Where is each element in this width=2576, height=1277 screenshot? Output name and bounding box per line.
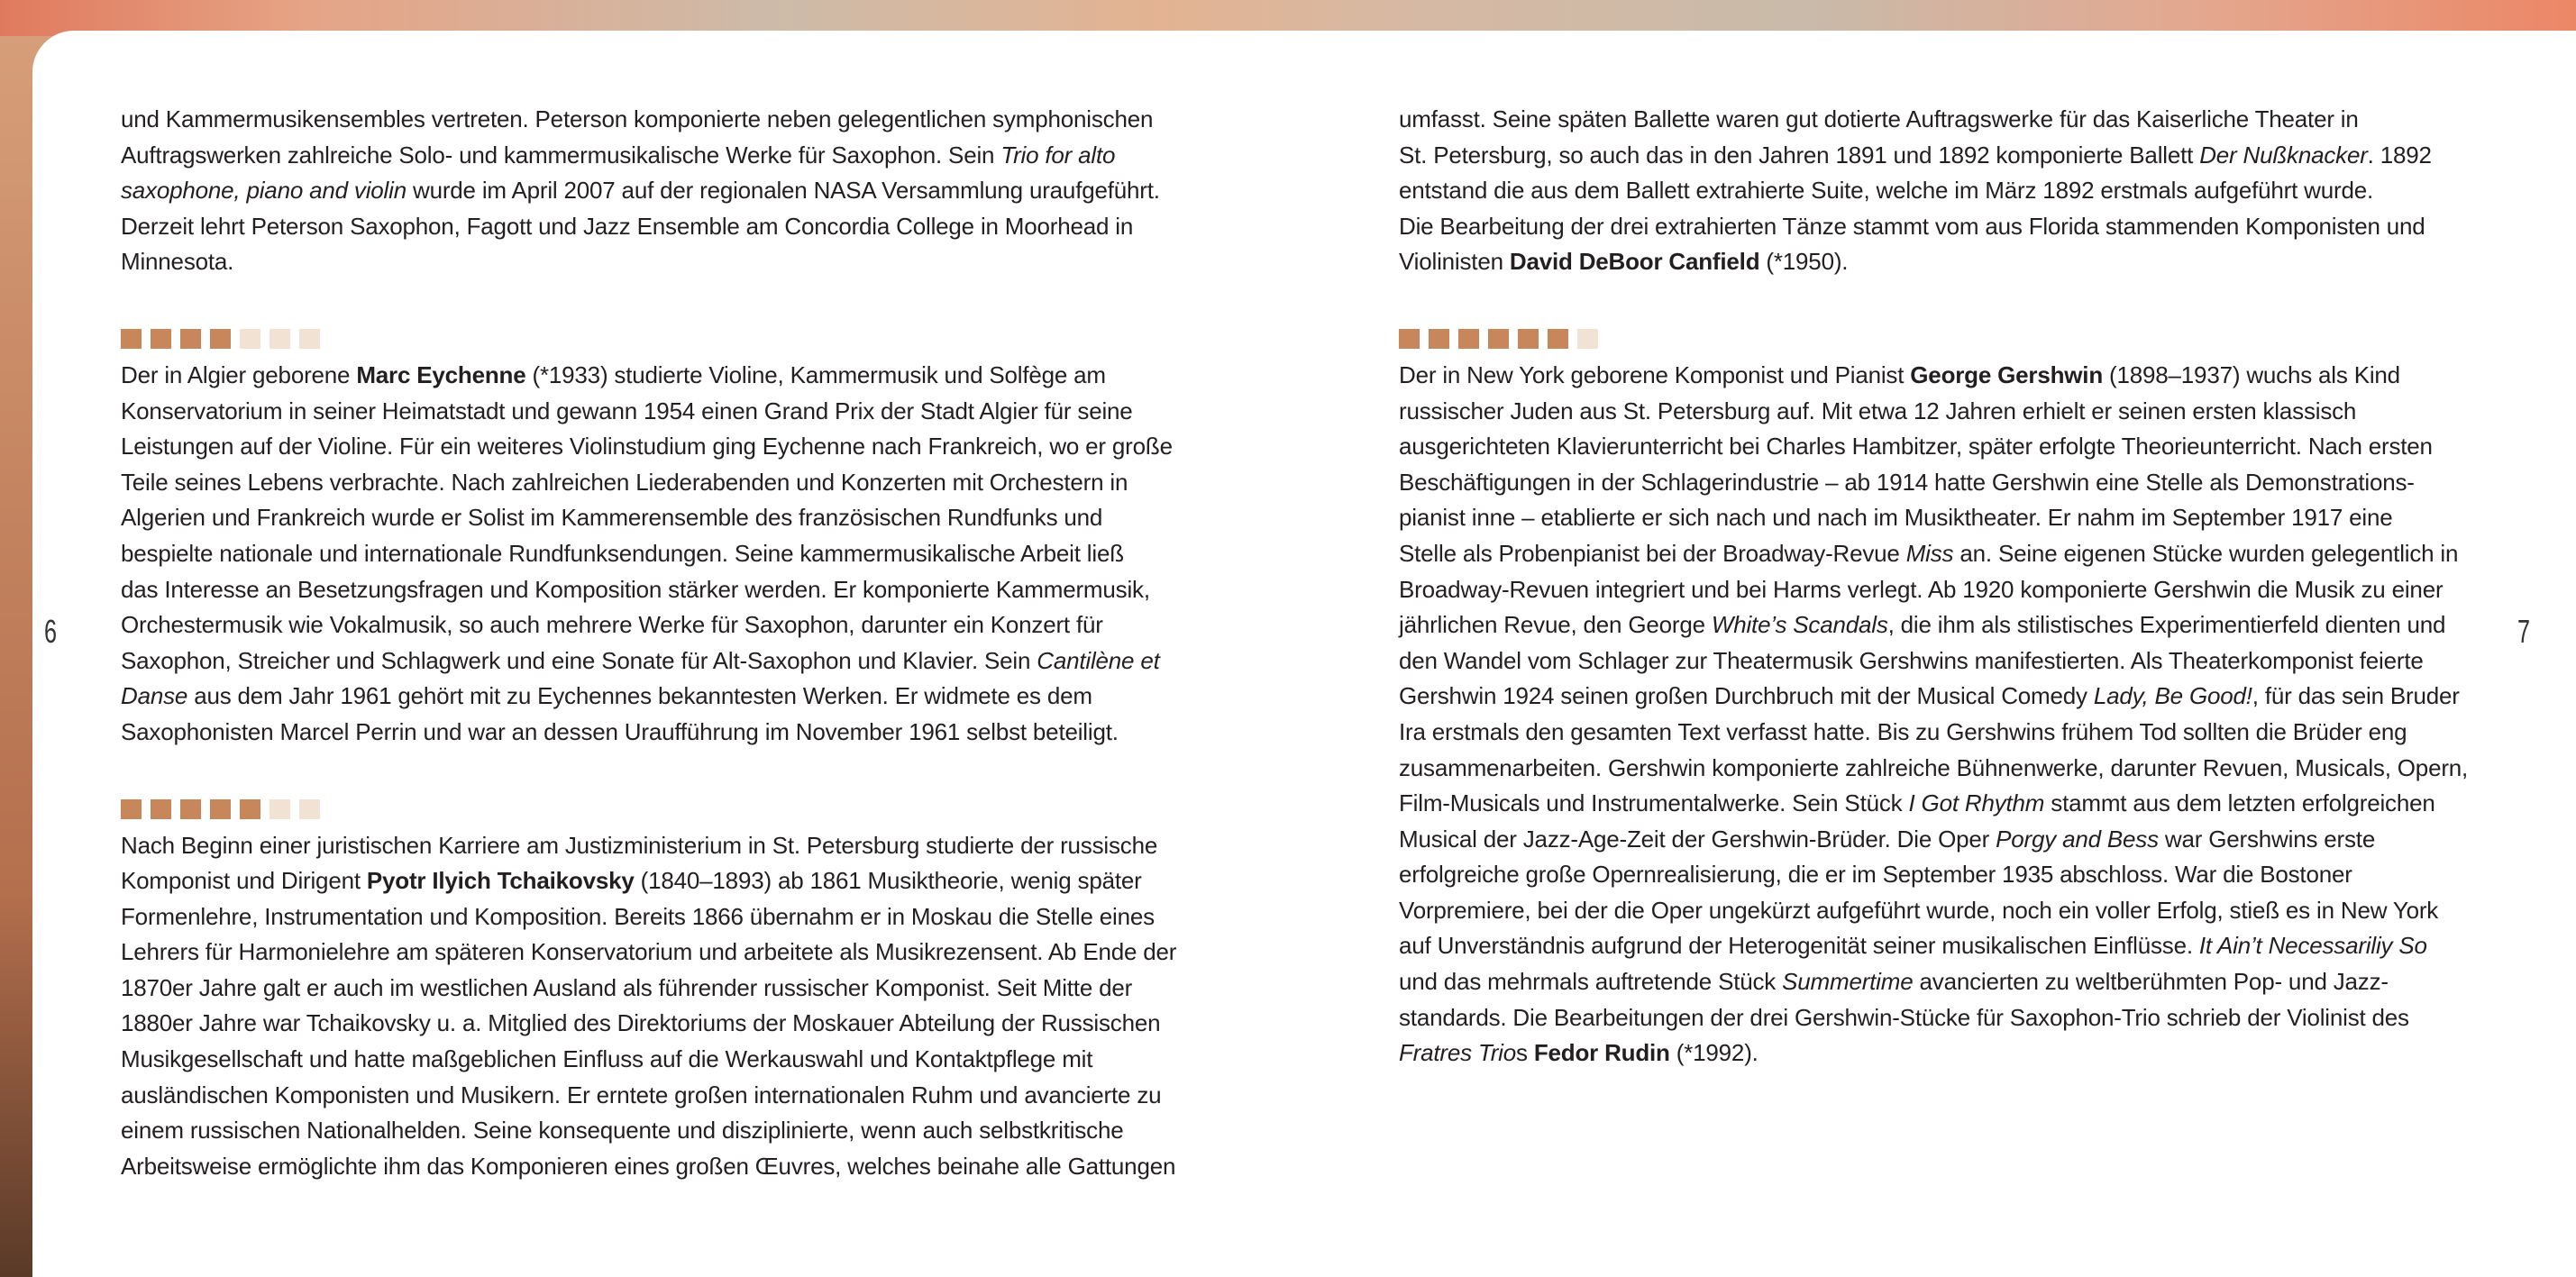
text-line — [1399, 209, 2507, 245]
text-line — [121, 971, 1202, 1007]
text: Lehrers für Harmonielehre am späteren Konservatorium und arbeitete als Musikrezensent. Ab Ende der — [121, 938, 1177, 966]
text-line — [121, 358, 1202, 394]
text-line — [121, 1042, 1202, 1078]
text: (1898–1937) wuchs als Kind — [2103, 360, 2400, 388]
text: . 1892 — [2367, 141, 2432, 169]
text-line — [121, 1006, 1202, 1042]
text-line — [1399, 679, 2507, 715]
text-line — [1399, 607, 2507, 643]
paragraph-nutcracker — [1399, 102, 2507, 280]
text-line — [121, 935, 1202, 971]
text-line — [121, 1149, 1202, 1185]
text: , die ihm als stilistisches Experimentierfeld dienten und — [1887, 611, 2446, 639]
text-line — [121, 679, 1202, 715]
divider-square-filled — [210, 799, 231, 819]
text-line — [121, 863, 1202, 899]
text: Formenlehre, Instrumentation und Komposition. Bereits 1866 übernahm er in Moskau die Stelle eines — [121, 902, 1155, 930]
work-title: saxophone, piano and violin — [121, 177, 406, 205]
divider-square-filled — [240, 799, 260, 819]
text: Musical der Jazz-Age-Zeit der Gershwin-Brüder. Die Oper — [1399, 825, 1996, 853]
text-line — [121, 643, 1202, 680]
page-number-right: 7 — [2517, 613, 2531, 650]
divider-square-filled — [1399, 329, 1420, 349]
divider-square-light — [240, 329, 260, 349]
text-line — [1399, 786, 2507, 822]
text: war Gershwins erste — [2158, 825, 2376, 853]
text: Konservatorium in seiner Heimatstadt und gewann 1954 einen Grand Prix der Stadt Algier für seine — [121, 397, 1133, 424]
text: Die Bearbeitung der drei extrahierten Tänze stammt vom aus Florida stammenden Komponisten und — [1399, 212, 2425, 240]
text: (*1950). — [1759, 248, 1849, 276]
text: Orchestermusik wie Vokalmusik, so auch mehrere Werke für Saxophon, darunter ein Konzert für — [121, 611, 1103, 639]
text: Nach Beginn einer juristischen Karriere am Justizministerium in St. Petersburg studierte der russische — [121, 831, 1158, 859]
text: Violinisten — [1399, 248, 1510, 276]
section-divider-squares — [121, 329, 1202, 349]
composer-name: Fedor Rudin — [1533, 1039, 1670, 1067]
text: auf Unverständnis aufgrund der Heterogenität seiner musikalischen Einflüsse. — [1399, 932, 2199, 960]
text-line — [1399, 1000, 2507, 1036]
text: Saxophon, Streicher und Schlagwerk und eine Sonate für Alt-Saxophon und Klavier. Sein — [121, 646, 1037, 674]
text-line — [1399, 429, 2507, 465]
text-line — [1399, 751, 2507, 787]
divider-square-light — [1577, 329, 1598, 349]
divider-square-filled — [1518, 329, 1539, 349]
text-line — [1399, 857, 2507, 893]
divider-square-filled — [1488, 329, 1509, 349]
text: russischer Juden aus St. Petersburg auf. Mit etwa 12 Jahren erhielt er seinen ersten klassisch — [1399, 397, 2357, 424]
work-title: Der Nußknacker — [2199, 141, 2368, 169]
composer-name: Pyotr Ilyich Tchaikovsky — [366, 867, 635, 895]
text: pianist inne – etablierte er sich nach und nach im Musiktheater. Er nahm im September 1917 eine — [1399, 504, 2393, 532]
text: ausländischen Komponisten und Musikern. Er erntete großen internationalen Ruhm und avancierte zu — [121, 1081, 1162, 1108]
text: Arbeitsweise ermöglichte ihm das Komponieren eines großen Œuvres, welches beinahe alle Gattungen — [121, 1152, 1176, 1180]
text-line — [121, 244, 1202, 280]
work-title: Trio for alto — [1000, 141, 1116, 169]
text-line — [121, 500, 1202, 536]
divider-square-filled — [121, 799, 142, 819]
text: zusammenarbeiten. Gershwin komponierte zahlreiche Bühnenwerke, darunter Revuen, Musicals, Opern, — [1399, 753, 2469, 781]
text: Ira erstmals den gesamten Text verfasst hatte. Bis zu Gershwins frühem Tod sollten die Brüder eng — [1399, 717, 2407, 745]
text: erfolgreiche große Opernrealisierung, die er im September 1935 abschloss. War die Bostoner — [1399, 861, 2352, 889]
work-title: Porgy and Bess — [1996, 825, 2159, 853]
page-number-left: 6 — [44, 613, 58, 650]
text: Der in New York geborene Komponist und Pianist — [1399, 360, 1911, 388]
divider-square-light — [269, 329, 290, 349]
text-line — [1399, 1035, 2507, 1072]
divider-square-light — [269, 799, 290, 819]
text-line — [1399, 928, 2507, 964]
text: Derzeit lehrt Peterson Saxophon, Fagott und Jazz Ensemble am Concordia College in Moorhead in — [121, 212, 1134, 240]
text: einem russischen Nationalhelden. Seine konsequente und disziplinierte, wenn auch selbstkritische — [121, 1117, 1124, 1145]
text-line — [121, 899, 1202, 935]
divider-square-light — [299, 329, 320, 349]
work-title: Summertime — [1782, 968, 1914, 996]
work-title: I Got Rhythm — [1908, 789, 2045, 817]
text-line — [1399, 536, 2507, 572]
text: avancierten zu weltberühmten Pop- und Jazz- — [1913, 968, 2389, 996]
work-title: Lady, Be Good! — [2093, 682, 2252, 710]
text: Broadway-Revuen integriert und bei Harms verlegt. Ab 1920 komponierte Gershwin die Musik zu einer — [1399, 575, 2444, 603]
composer-name: Marc Eychenne — [356, 360, 526, 388]
text-line — [1399, 244, 2507, 280]
text: und Kammermusikensembles vertreten. Peterson komponierte neben gelegentlichen symphonischen — [121, 105, 1154, 132]
work-title: Danse — [121, 682, 188, 710]
composer-name: David DeBoor Canfield — [1509, 248, 1760, 276]
text: Der in Algier geborene — [121, 360, 357, 388]
text: an. Seine eigenen Stücke wurden gelegentlich in — [1953, 539, 2459, 567]
text: 1880er Jahre war Tchaikovsky u. a. Mitglied des Direktoriums der Moskauer Abteilung der Russischen — [121, 1009, 1161, 1037]
text: Teile seines Lebens verbrachte. Nach zahlreichen Liederabenden und Konzerten mit Orchestern in — [121, 468, 1128, 496]
text-line — [121, 536, 1202, 572]
text-line — [121, 102, 1202, 138]
text: Vorpremiere, bei der die Oper ungekürzt aufgeführt wurde, noch ein voller Erfolg, stieß es in New York — [1399, 896, 2439, 924]
composer-name: George Gershwin — [1910, 360, 2104, 388]
divider-square-light — [299, 799, 320, 819]
text: (1840–1893) ab 1861 Musiktheorie, wenig später — [634, 867, 1142, 895]
text-line — [121, 607, 1202, 643]
text-line — [121, 173, 1202, 209]
divider-square-filled — [121, 329, 142, 349]
text: Film-Musicals und Instrumentalwerke. Sein Stück — [1399, 789, 1909, 817]
text: Saxophonisten Marcel Perrin und war an dessen Uraufführung im November 1961 selbst beteiligt. — [121, 717, 1119, 745]
text: entstand die aus dem Ballett extrahierte Suite, welche im März 1892 erstmals aufgeführt wurde. — [1399, 177, 2373, 205]
divider-square-filled — [151, 799, 171, 819]
text: (*1992). — [1669, 1039, 1758, 1067]
text: das Interesse an Besetzungsfragen und Komposition stärker werden. Er komponierte Kammermusik, — [121, 575, 1150, 603]
text: Auftragswerken zahlreiche Solo- und kammermusikalische Werke für Saxophon. Sein — [121, 141, 1001, 169]
paragraph-gershwin — [1399, 358, 2507, 1072]
text: umfasst. Seine späten Ballette waren gut dotierte Auftragswerke für das Kaiserliche Theater in — [1399, 105, 2359, 132]
text: den Wandel vom Schlager zur Theatermusik Gershwins manifestierten. Als Theaterkomponist feierte — [1399, 646, 2424, 674]
text: Musikgesellschaft und hatte maßgeblichen Einfluss auf die Werkauswahl und Kontaktpflege mit — [121, 1045, 1093, 1073]
text-line — [1399, 358, 2507, 394]
text-line — [121, 828, 1202, 864]
text: wurde im April 2007 auf der regionalen NASA Versammlung uraufgeführt. — [406, 177, 1160, 205]
text: aus dem Jahr 1961 gehört mit zu Eychennes bekanntesten Werken. Er widmete es dem — [187, 682, 1092, 710]
text: St. Petersburg, so auch das in den Jahren 1891 und 1892 komponierte Ballett — [1399, 141, 2200, 169]
text: Komponist und Dirigent — [121, 867, 367, 895]
divider-square-filled — [180, 799, 201, 819]
text-line — [1399, 138, 2507, 174]
text: standards. Die Bearbeitungen der drei Gershwin-Stücke für Saxophon-Trio schrieb der Violinist des — [1399, 1003, 2409, 1031]
work-title: It Ain’t Necessariliy So — [2198, 932, 2427, 960]
text-line — [1399, 102, 2507, 138]
text-line — [1399, 572, 2507, 608]
text-line — [121, 138, 1202, 174]
divider-square-filled — [151, 329, 171, 349]
divider-square-filled — [1458, 329, 1479, 349]
section-divider-squares — [1399, 329, 2507, 349]
text-line — [121, 1113, 1202, 1149]
divider-square-filled — [1429, 329, 1449, 349]
divider-square-filled — [210, 329, 231, 349]
text: und das mehrmals auftretende Stück — [1399, 968, 1783, 996]
text-line — [1399, 394, 2507, 430]
text-line — [121, 429, 1202, 465]
text-line — [121, 572, 1202, 608]
text: stammt aus dem letzten erfolgreichen — [2044, 789, 2435, 817]
text: Gershwin 1924 seinen großen Durchbruch mit der Musical Comedy — [1399, 682, 2094, 710]
left-column — [121, 102, 1202, 1184]
section-divider-squares — [121, 799, 1202, 819]
text-line — [121, 209, 1202, 245]
paragraph-eychenne — [121, 358, 1202, 751]
work-title: Miss — [1905, 539, 1954, 567]
text: ausgerichteten Klavierunterricht bei Charles Hambitzer, später erfolgte Theorieunterricht. Nach ersten — [1399, 433, 2433, 461]
text: Beschäftigungen in der Schlagerindustrie – ab 1914 hatte Gershwin eine Stelle als Demonstrations- — [1399, 468, 2415, 496]
ensemble-name: Fratres Trio — [1399, 1039, 1517, 1067]
text-line — [1399, 964, 2507, 1000]
text-line — [1399, 643, 2507, 680]
text-line — [1399, 715, 2507, 751]
text-line — [1399, 822, 2507, 858]
divider-square-filled — [1548, 329, 1568, 349]
paragraph-peterson — [121, 102, 1202, 280]
text-line — [1399, 500, 2507, 536]
text: s — [1516, 1039, 1534, 1067]
text: Stelle als Probenpianist bei der Broadway-Revue — [1399, 539, 1906, 567]
text-line — [1399, 893, 2507, 929]
text-line — [121, 465, 1202, 501]
text-line — [121, 394, 1202, 430]
text: Leistungen auf der Violine. Für ein weiteres Violinstudium ging Eychenne nach Frankreich, wo er große — [121, 433, 1173, 461]
text: bespielte nationale und internationale Rundfunksendungen. Seine kammermusikalische Arbeit ließ — [121, 539, 1124, 567]
text-line — [1399, 173, 2507, 209]
paragraph-tchaikovsky — [121, 828, 1202, 1185]
text: Minnesota. — [121, 248, 234, 276]
text: 1870er Jahre galt er auch im westlichen Ausland als führender russischer Komponist. Seit Mitte der — [121, 973, 1133, 1001]
text-line — [121, 715, 1202, 751]
text-line — [1399, 465, 2507, 501]
work-title: Cantilène et — [1037, 646, 1160, 674]
work-title: White’s Scandals — [1711, 611, 1888, 639]
text: jährlichen Revue, den George — [1399, 611, 1712, 639]
divider-square-filled — [180, 329, 201, 349]
text: , für das sein Bruder — [2252, 682, 2460, 710]
text: Algerien und Frankreich wurde er Solist im Kammerensemble des französischen Rundfunks und — [121, 504, 1103, 532]
text-line — [121, 1078, 1202, 1114]
right-column — [1399, 102, 2507, 1072]
text: (*1933) studierte Violine, Kammermusik und Solfège am — [525, 360, 1106, 388]
